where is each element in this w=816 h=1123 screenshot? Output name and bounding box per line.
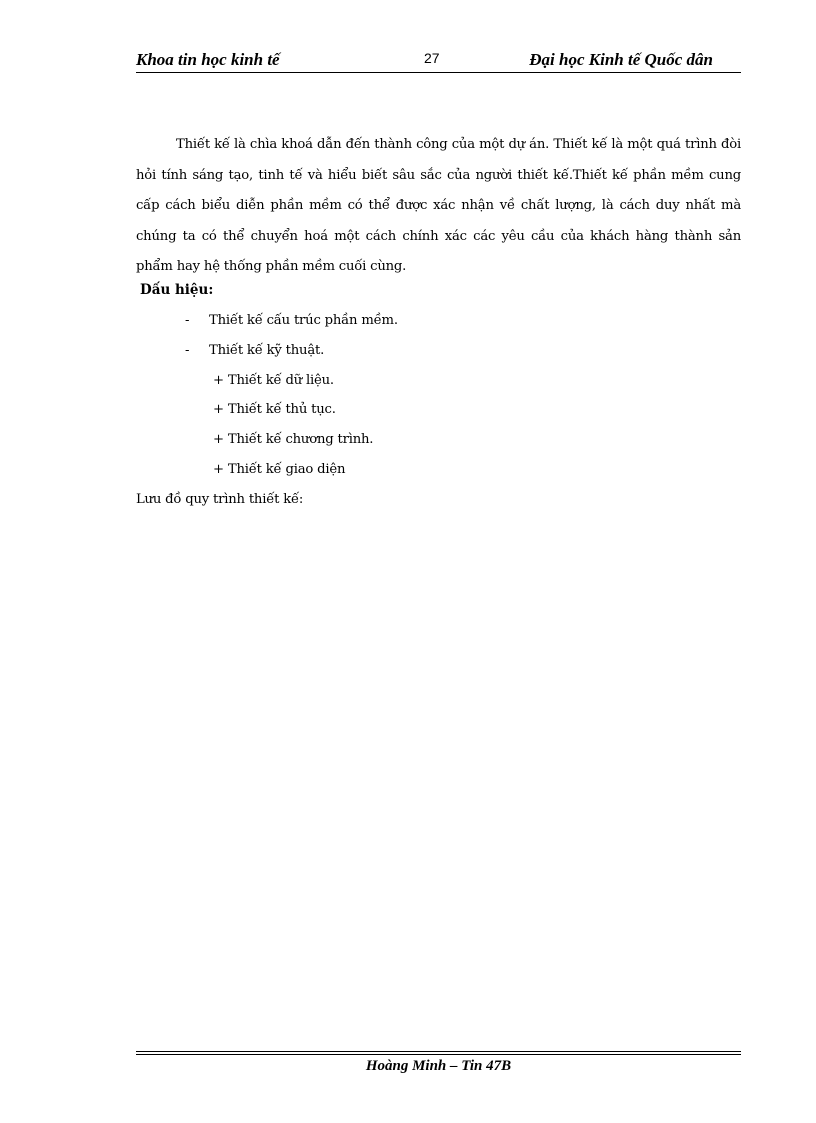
sub-list-item: + Thiết kế thủ tục. [213, 402, 336, 417]
section-heading: Dấu hiệu: [140, 282, 214, 298]
footer-rule-thin [136, 1054, 741, 1055]
header-faculty: Khoa tin học kinh tế [136, 50, 280, 69]
flowchart-label: Lưu đồ quy trình thiết kế: [136, 492, 304, 507]
list-item: Thiết kế kỹ thuật. [209, 343, 325, 358]
page-header [136, 46, 741, 73]
page-footer: Hoàng Minh – Tin 47B [365, 1058, 512, 1074]
page-number: 27 [424, 50, 440, 66]
list-dash-1: - [185, 313, 190, 328]
list-item: Thiết kế cấu trúc phần mềm. [209, 313, 398, 328]
sub-list-item: + Thiết kế dữ liệu. [213, 373, 334, 388]
header-university: Đại học Kinh tế Quốc dân [529, 50, 713, 69]
intro-paragraph: Thiết kế là chìa khoá dẫn đến thành công của một dự án. Thiết kế là một quá trình đòi hỏi tính sáng tạo, tinh tế và hiểu biết sâu sắc của người thiết kế.Thiết kế phần mềm cung cấp cách biểu diễn phần mềm có thể được xác nhận về chất lượng, là cách duy nhất mà chúng ta có thể chuyển hoá một cách chính xác các yêu cầu của khách hàng thành sản phẩm hay hệ thống phần mềm cuối cùng. [136, 137, 741, 274]
footer-rule [136, 1051, 741, 1052]
sub-list-item: + Thiết kế chương trình. [213, 432, 374, 447]
list-dash-2: - [185, 343, 190, 358]
sub-list-item: + Thiết kế giao diện [213, 462, 346, 477]
